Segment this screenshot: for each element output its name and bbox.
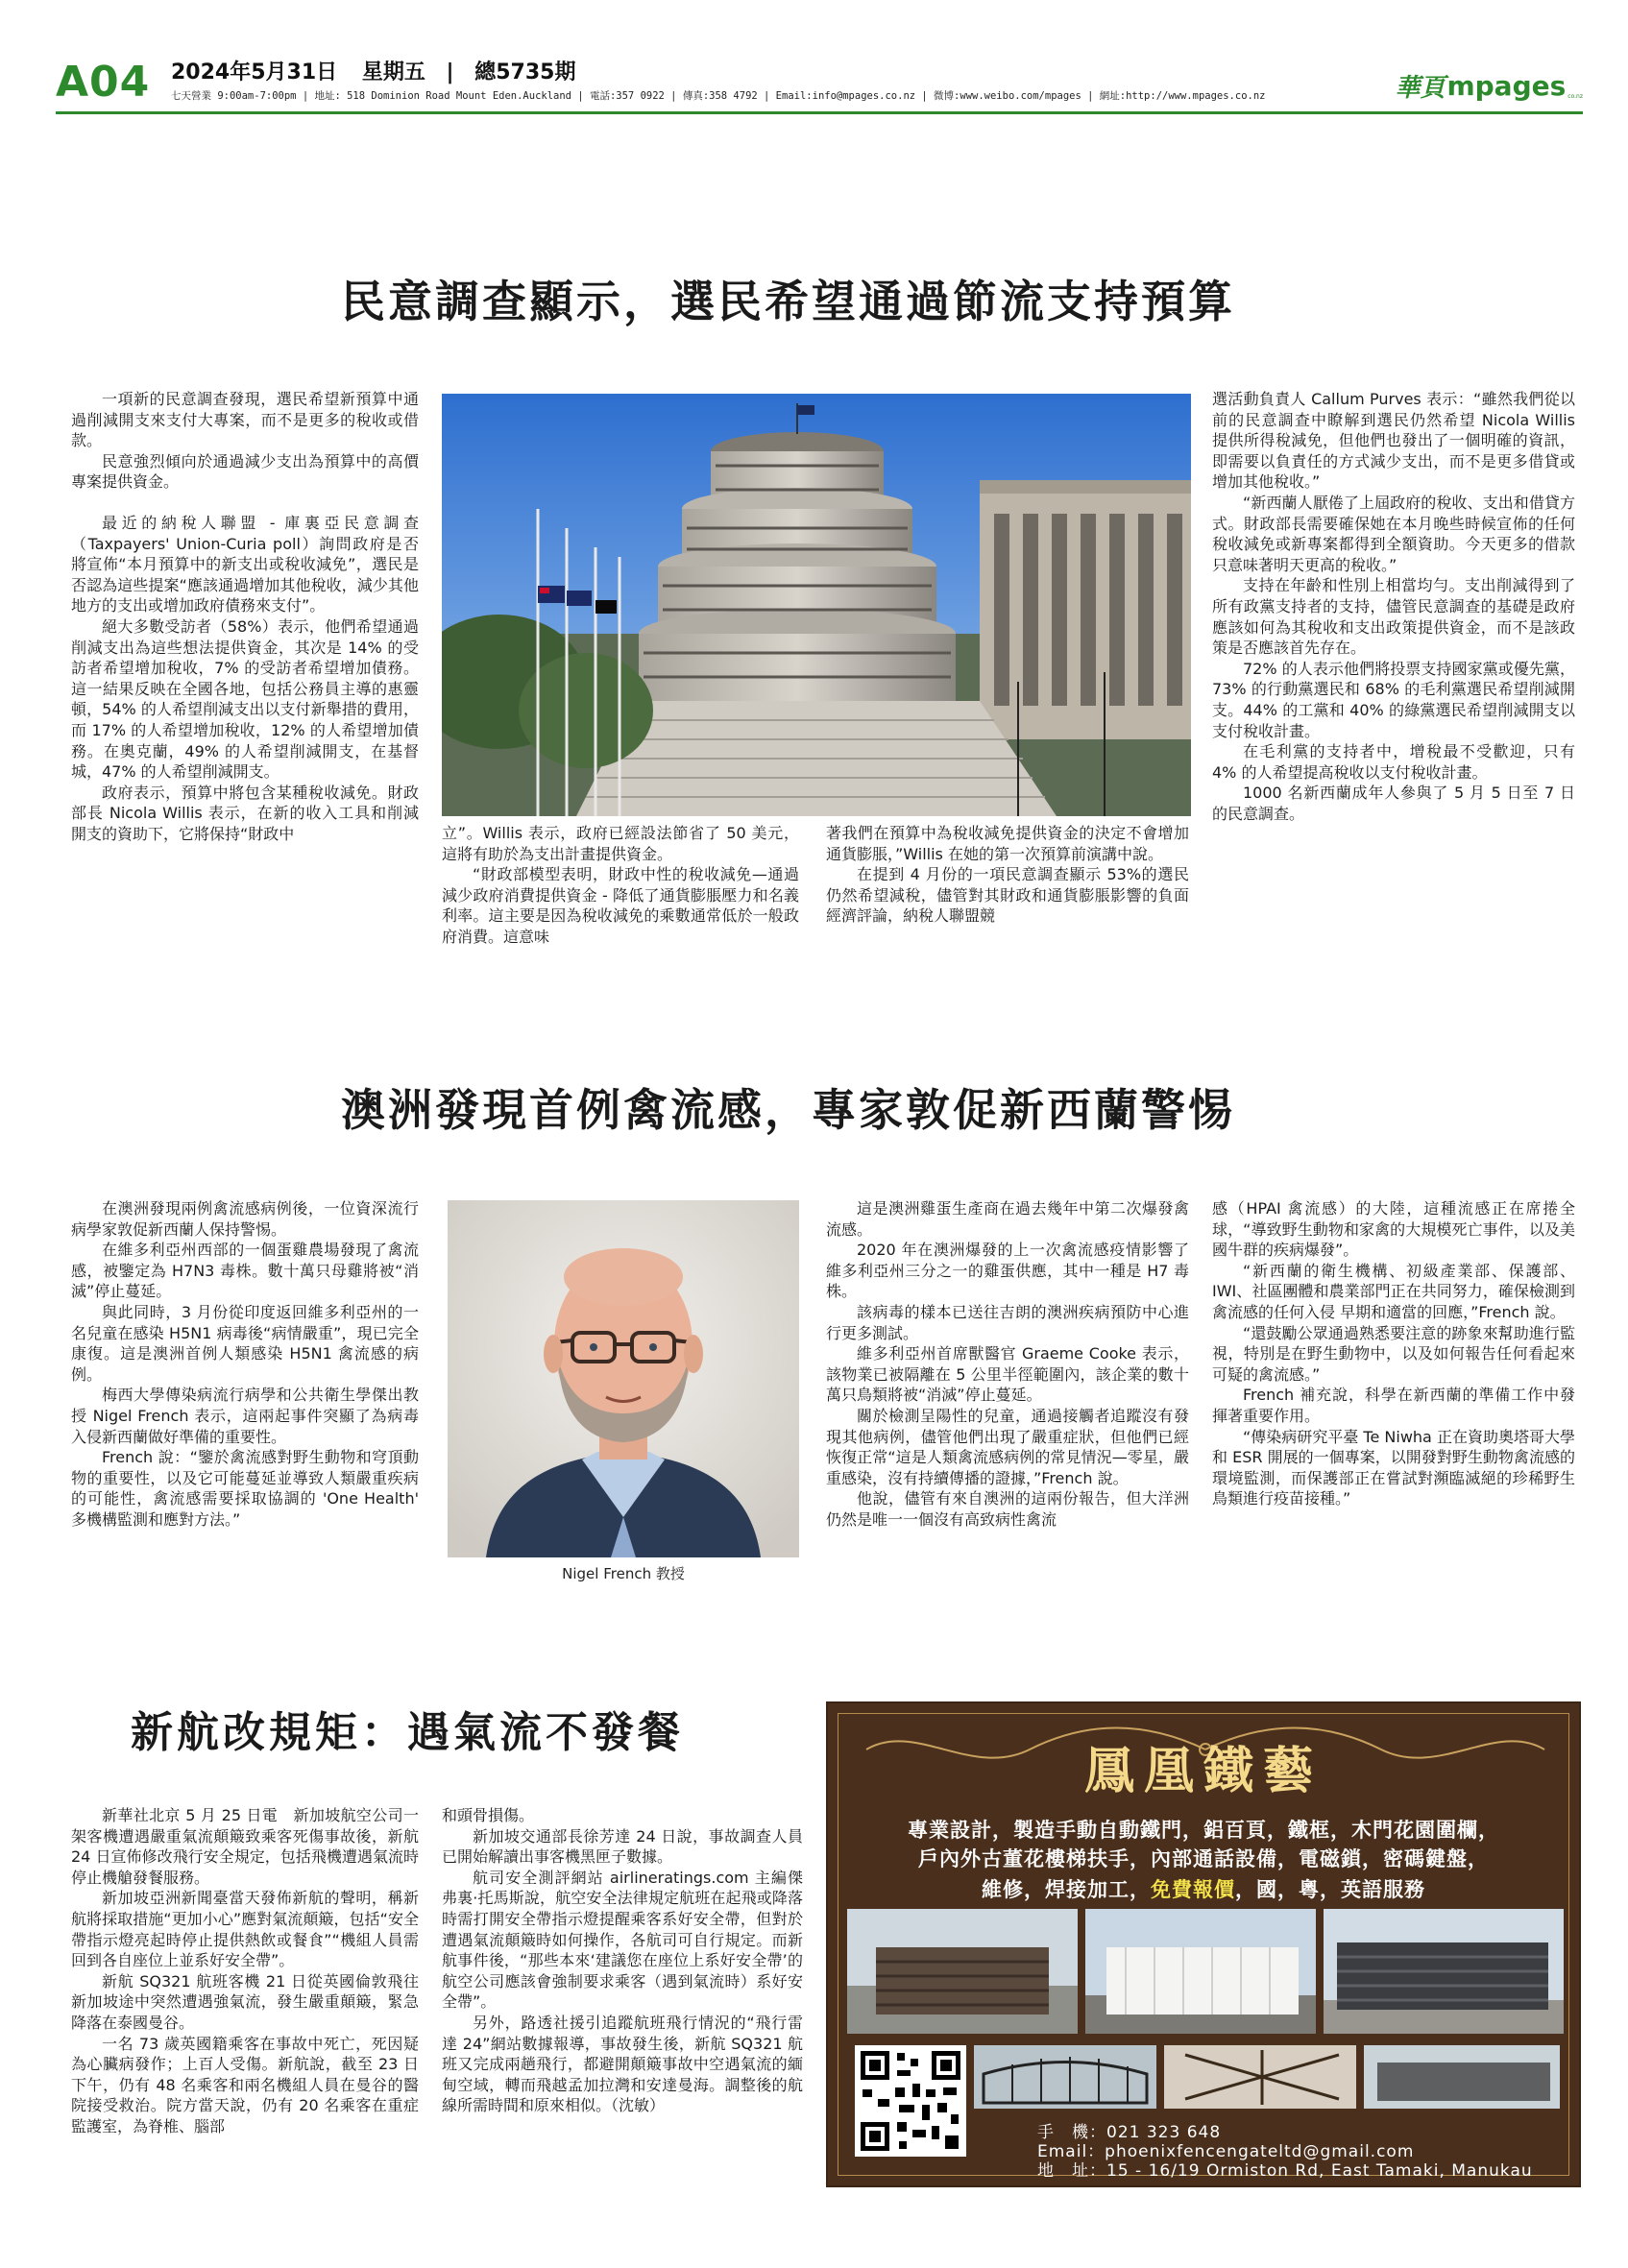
ad-email: Email：phoenixfencengateltd@gmail.com (1037, 2142, 1415, 2161)
paragraph: 新航 SQ321 航班客機 21 日從英國倫敦飛往新加坡途中突然遭遇強氣流，發生嚴重顛簸，緊急降落在泰國曼谷。 (71, 1971, 419, 2032)
paragraph: 民意強烈傾向於通過減少支出為預算中的高價專案提供資金。 (71, 451, 419, 492)
paragraph: 1000 名新西蘭成年人參與了 5 月 5 日至 7 日的民意調查。 (1212, 784, 1575, 823)
issue-line (171, 56, 575, 85)
paragraph: 與此同時，3 月份從印度返回維多利亞州的一名兒童在感染 H5N1 病毒後“病情嚴重”，現已完全康復。這是澳洲首例人類感染 H5N1 禽流感的病例。 (71, 1302, 419, 1384)
paragraph: 著我們在預算中為稅收減免提供資金的決定不會增加通貨膨脹，”Willis 在她的第一次預算前演講中說。 (826, 824, 1189, 863)
article3-headline: 新航改規矩：遇氣流不發餐 (131, 1708, 684, 1757)
paragraph: 2020 年在澳洲爆發的上一次禽流感疫情影響了維多利亞州三分之一的雞蛋供應，其中一種是 H7 毒株。 (826, 1241, 1189, 1301)
paragraph: 這是澳洲雞蛋生產商在過去幾年中第二次爆發禽流感。 (826, 1199, 1189, 1239)
paragraph: 航司安全測評網站 airlineratings.com 主編傑弗裏·托馬斯說，航空安全法律規定航班在起飛或降落時需打開安全帶指示燈提醒乘客系好安全帶，但對於遭遇氣流顛簸時如何操作，各航司可自行規定。而新航事件後，“那些本來‘建議您在座位上系好安全帶’的航空公司應該會強制要求乘客（遇到氣流時）系好安全帶”。 (442, 1868, 803, 2012)
ad-phone: 手 機：021 323 648 (1037, 2123, 1222, 2142)
paragraph: 該病毒的樣本已送往吉朗的澳洲疾病預防中心進行更多測試。 (826, 1302, 1189, 1342)
portrait-image (448, 1200, 799, 1557)
qr-code-icon (855, 2045, 966, 2157)
page-number: A04 (56, 58, 151, 107)
ad-services-line-1: 專業設計，製造手動自動鐵門，鋁百頁，鐵框，木門花園圍欄， (908, 1819, 1499, 1842)
article1-column-1 (71, 389, 419, 844)
paragraph: 感（HPAI 禽流感）的大陸，這種流感正在席捲全球，“導致野生動物和家禽的大規模死亡事件，以及美國牛群的疾病爆發”。 (1212, 1199, 1575, 1260)
paragraph: “傳染病研究平臺 Te Niwha 正在資助奧塔哥大學和 ESR 開展的一個專案，以開發對野生動物禽流感的環境監測，而保護部正在嘗試對瀕臨滅絕的珍稀野生鳥類進行疫苗接種。” (1212, 1427, 1575, 1508)
ad-services-line-3 (828, 1874, 1579, 1903)
logo-text: mpages (1446, 69, 1567, 102)
paragraph: 一名 73 歲英國籍乘客在事故中死亡，死因疑為心臟病發作；上百人受傷。新航說，截至 23 日下午，仍有 48 名乘客和兩名機組人員在曼谷的醫院接受救治。院方當天說，仍有 20 名乘客在重症監護室，為脊椎、腦部 (71, 2034, 419, 2135)
paragraph: 絕大多數受訪者（58%）表示，他們希望通過削減支出為這些想法提供資金，其次是 14% 的受訪者希望增加稅收，7% 的受訪者希望增加債務。這一結果反映在全國各地，包括公務員主導的惠靈頓，54% 的人希望削減支出以支付新舉措的費用，而 17% 的人希望增加稅收，12% 的人希望增加債務。在奧克蘭，49% 的人希望削減開支，在基督城，47% 的人希望削減開支。 (71, 616, 419, 782)
issue-divider: | (446, 60, 454, 84)
beehive-parliament-photo (442, 394, 1191, 816)
logo-mark: 華頁 (1395, 73, 1446, 103)
paragraph: 一項新的民意調查發現，選民希望新預算中通過削減開支來支付大專案，而不是更多的稅收或借款。 (71, 390, 419, 450)
masthead-rule (56, 111, 1583, 114)
paragraph: 支持在年齡和性別上相當均勻。支出削減得到了所有政黨支持者的支持，儘管民意調查的基礎是政府應該如何為其稅收和支出政策提供資金，而不是該政策是否應該首先存在。 (1212, 576, 1575, 658)
paragraph: 關於檢測呈陽性的兒童，通過接觸者追蹤沒有發現其他病例，儘管他們出現了嚴重症狀，但他們已經恢復正常“這是人類禽流感病例的常見情況—零星，嚴重感染，沒有持續傳播的證據，”French 說。 (826, 1406, 1189, 1487)
ad-services-line-2: 戶內外古董花樓梯扶手，內部通話設備，電磁鎖，密碼鍵盤， (918, 1847, 1489, 1870)
paragraph: “新西蘭人厭倦了上屆政府的稅收、支出和借貸方式。財政部長需要確保她在本月晚些時候宣佈的任何稅收減免或新專案都得到全額資助。今天更多的借款只意味著明天更高的稅收。” (1212, 493, 1575, 574)
article2-headline: 澳洲發現首例禽流感，專家敦促新西蘭警惕 (341, 1084, 1235, 1136)
contact-info-line: 七天營業 9:00am-7:00pm | 地址: 518 Dominion Road Mount Eden.Auckland | 電話:357 0922 | 傳真:358 4792 | Email:info@mpages.co.nz | 微博:www.weibo.com/mpages | 網址:http://www.mpages.co.nz (171, 90, 1266, 102)
article1-column-3 (826, 823, 1189, 927)
paragraph: 在澳洲發現兩例禽流感病例後，一位資深流行病學家敦促新西蘭人保持警惕。 (71, 1199, 419, 1239)
paragraph: 在提到 4 月份的一項民意調查顯示 53%的選民仍然希望減稅，儘管對其財政和通貨膨脹影響的負面經濟評論，納稅人聯盟競 (826, 865, 1189, 926)
ad-services-text: 維修，焊接加工， (982, 1878, 1151, 1901)
paragraph: 他說，儘管有來自澳洲的這兩份報告，但大洋洲仍然是唯一一個沒有高致病性禽流 (826, 1489, 1189, 1529)
article2-column-1 (71, 1198, 419, 1531)
article1-headline: 民意調查顯示，選民希望通過節流支持預算 (341, 276, 1235, 327)
paragraph: 梅西大學傳染病流行病學和公共衛生學傑出教授 Nigel French 表示，這兩起事件突顯了為病毒入侵新西蘭做好準備的重要性。 (71, 1386, 419, 1446)
paragraph: 政府表示，預算中將包含某種稅收減免。財政部長 Nicola Willis 表示，在新的收入工具和削減開支的資助下，它將保持“財政中 (71, 783, 419, 843)
paragraph: 在毛利黨的支持者中，增稅最不受歡迎，只有 4% 的人希望提高稅收以支付稅收計畫。 (1212, 742, 1575, 782)
paragraph: 維多利亞州首席獸醫官 Graeme Cooke 表示，該物業已被隔離在 5 公里半徑範圍內，該企業的數十萬只鳥類將被“消滅”停止蔓延。 (826, 1344, 1189, 1405)
mpages-logo (1395, 67, 1583, 104)
paragraph: 在維多利亞州西部的一個蛋雞農場發現了禽流感，被鑒定為 H7N3 毒株。數十萬只母雞將被“消滅”停止蔓延。 (71, 1241, 419, 1301)
ad-free-quote: 免費報價 (1151, 1878, 1235, 1901)
paragraph: 新加坡交通部長徐芳達 24 日說，事故調查人員已開始解讀出事客機黑匣子數據。 (442, 1826, 803, 1867)
paragraph: French 說：“鑒於禽流感對野生動物和穹頂動物的重要性，以及它可能蔓延並導致人類嚴重疾病的可能性，禽流感需要採取協調的 'One Health' 多機構監測和應對方法。” (71, 1448, 419, 1529)
paragraph: 另外，路透社援引追蹤航班飛行情況的“飛行雷達 24”網站數據報導，事故發生後，新航 SQ321 航班又完成兩趟飛行，都避開顛簸事故中空遇氣流的緬甸空域，轉而飛越孟加拉灣和安達曼海。調整後的航線所需時間和原來相似。（沈敏） (442, 2013, 803, 2115)
paragraph: French 補充說，科學在新西蘭的準備工作中發揮著重要作用。 (1212, 1386, 1575, 1425)
paragraph: 新華社北京 5 月 25 日電 新加坡航空公司一架客機遭遇嚴重氣流顛簸致乘客死傷事故後，新航 24 日宣佈修改飛行安全規定，包括飛機遭遇氣流時停止機艙發餐服務。 (71, 1806, 419, 1887)
paragraph: 和頭骨損傷。 (442, 1806, 535, 1824)
paragraph: “新西蘭的衛生機構、初級產業部、保護部、IWI、社區團體和農業部門正在共同努力，確保檢測到禽流感的任何入侵 早期和適當的回應，”French 說。 (1212, 1261, 1575, 1321)
ad-address: 地 址：15 - 16/19 Ormiston Rd, East Tamaki, Manukau (1037, 2161, 1533, 2181)
article2-column-4 (1212, 1198, 1575, 1509)
paragraph: 72% 的人表示他們將投票支持國家黨或優先黨，73% 的行動黨選民和 68% 的毛利黨選民希望削減開支。44% 的工黨和 40% 的綠黨選民希望削減開支以支付稅收計畫。 (1212, 659, 1575, 740)
issue-weekday: 星期五 (361, 60, 425, 84)
ad-title: 鳳凰鐵藝 (1083, 1742, 1323, 1800)
gate-thumbnails (974, 2045, 1560, 2109)
paragraph: “財政部模型表明，財政中性的稅收減免—通過減少政府消費提供資金 - 降低了通貨膨脹壓力和名義利率。這主要是因為稅收減免的乘數通常低於一般政府消費。這意味 (442, 865, 799, 946)
paragraph: “還鼓勵公眾通過熟悉要注意的跡象來幫助進行監視，特別是在野生動物中，以及如何報告任何看起來可疑的禽流感。” (1212, 1323, 1575, 1384)
paragraph: 立”。Willis 表示，政府已經設法節省了 50 美元，這將有助於為支出計畫提供資金。 (442, 824, 799, 863)
article1-column-2 (442, 823, 799, 948)
article1-column-4 (1212, 389, 1575, 824)
article3-column-1 (71, 1805, 419, 2137)
portrait-caption: Nigel French 教授 (562, 1565, 685, 1582)
article3-column-2 (442, 1805, 803, 2116)
logo-sub: co.nz (1567, 93, 1583, 100)
ad-languages-text: ，國，粵，英語服務 (1235, 1878, 1425, 1901)
issue-number: 總5735期 (474, 60, 576, 84)
article2-column-3 (826, 1198, 1189, 1531)
beehive-building-image (442, 394, 1191, 816)
masthead (56, 54, 1583, 111)
paragraph: 最近的納稅人聯盟 - 庫裏亞民意調查（Taxpayers' Union-Curia poll）詢問政府是否將宣佈“本月預算中的新支出或稅收減免”，選民是否認為這些提案“應該通過增加其他稅收，減少其他地方的支出或增加政府債務來支付”。 (71, 513, 419, 615)
paragraph: 選活動負責人 Callum Purves 表示：“雖然我們從以前的民意調查中瞭解到選民仍然希望 Nicola Willis 提供所得稅減免，但他們也發出了一個明確的資訊，即需要以負責任的方式減少支出，而不是更多借貸或增加其他稅收。” (1212, 390, 1575, 492)
nigel-french-portrait (448, 1200, 799, 1557)
phoenix-ironwork-advertisement (826, 1701, 1581, 2187)
paragraph: 新加坡亞洲新聞臺當天發佈新航的聲明，稱新航將採取措施“更加小心”應對氣流顛簸，包括“安全帶指示燈亮起時停止提供熱飲或餐食”“機組人員需回到各自座位上並系好安全帶”。 (71, 1889, 419, 1970)
issue-date: 2024年5月31日 (171, 60, 338, 84)
